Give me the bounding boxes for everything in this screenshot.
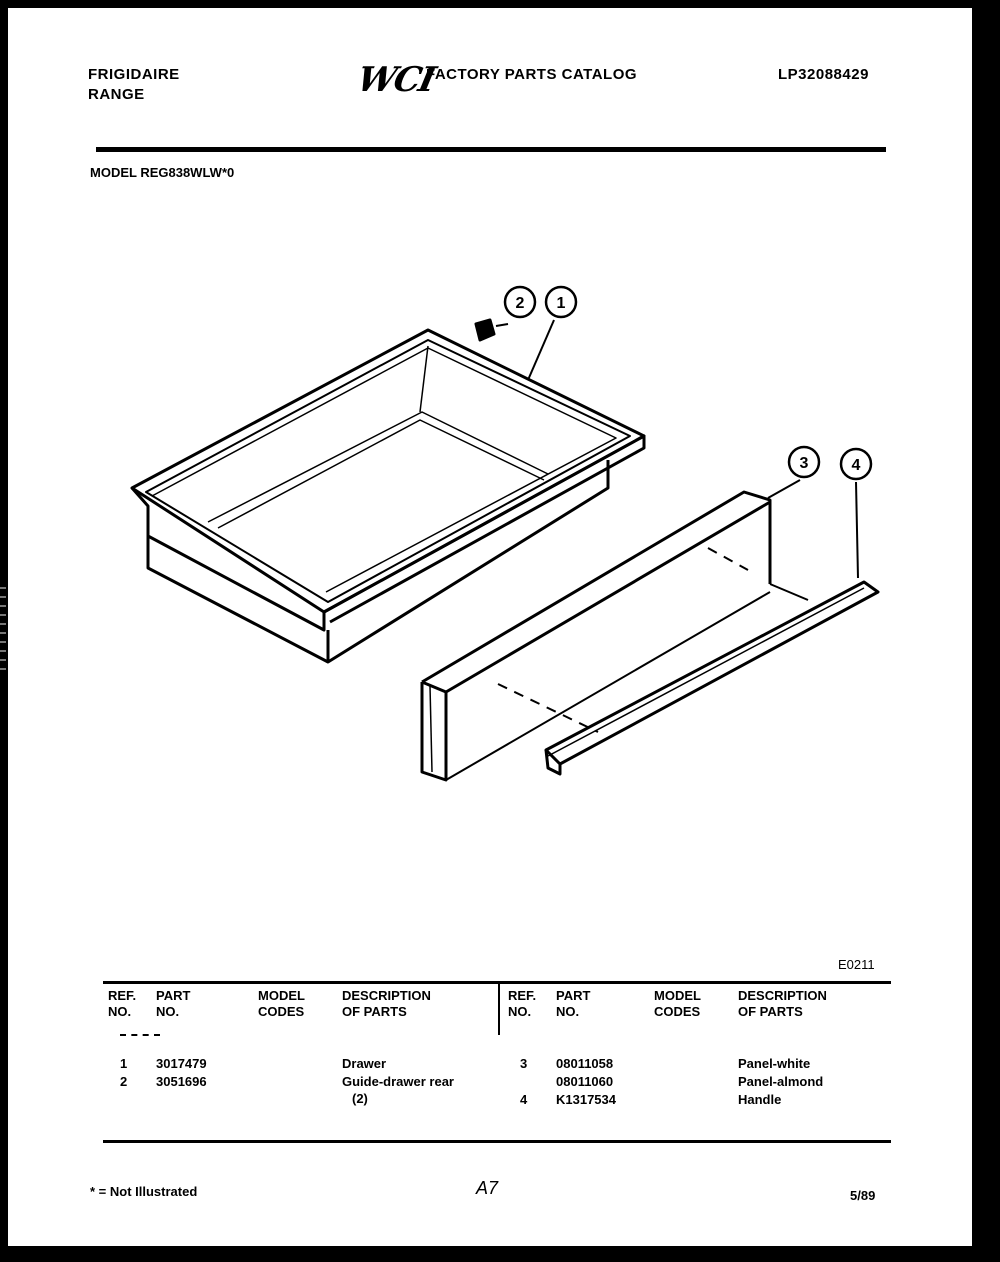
table-row-desc: (2) [352,1091,368,1106]
callout-4: 4 [851,457,861,474]
header-model-codes-r2: CODES [654,1004,701,1019]
table-row-desc: Panel-almond [738,1074,824,1089]
exploded-parts-diagram [8,8,972,968]
catalog-number: LP32088429 [778,66,869,83]
callout-1: 1 [556,295,566,312]
table-top-rule [103,981,891,984]
callout-3: 3 [799,455,809,472]
header-dash [120,1034,160,1038]
table-row-part: 08011058 [556,1056,614,1071]
catalog-title: FACTORY PARTS CATALOG [426,66,638,83]
table-column-divider [498,983,500,1035]
drawer-part-1 [132,330,644,662]
table-row-desc: Handle [738,1092,782,1107]
table-row-part: 3017479 [156,1056,207,1071]
header-part-no-r2: NO. [556,1004,580,1019]
page-number: A7 [476,1178,499,1198]
table-row-desc: Drawer [342,1056,387,1071]
table-row-part: 08011060 [556,1074,614,1089]
table-row-ref: 4 [520,1092,528,1107]
table-row-desc: Panel-white [738,1056,811,1071]
header-description-r2: OF PARTS [738,1004,803,1019]
not-illustrated-legend: * = Not Illustrated [90,1184,198,1199]
header-part-no-l2: NO. [156,1004,180,1019]
figure-code: E0211 [838,957,875,972]
header-part-no-l1: PART [156,988,191,1003]
header-ref-no-l1: REF. [108,988,137,1003]
brand-name: FRIGIDAIRE [88,66,180,83]
header-ref-no-l2: NO. [108,1004,132,1019]
header-model-codes-l2: CODES [258,1004,305,1019]
header-part-no-r1: PART [556,988,591,1003]
table-bottom-rule [103,1140,891,1143]
catalog-page [8,8,972,1246]
product-type: RANGE [88,86,145,103]
table-row-ref: 2 [120,1074,128,1089]
table-row-ref: 1 [120,1056,128,1071]
table-row-ref: 3 [520,1056,528,1071]
header-description-r1: DESCRIPTION [738,988,827,1003]
drawer-panel-part-3 [422,492,808,780]
header-model-codes-l1: MODEL [258,988,305,1003]
table-row-part: 3051696 [156,1074,207,1089]
header-description-l2: OF PARTS [342,1004,407,1019]
header-ref-no-r1: REF. [508,988,537,1003]
header-ref-no-r2: NO. [508,1004,532,1019]
header-description-l1: DESCRIPTION [342,988,431,1003]
table-row-desc: Guide-drawer rear [342,1074,454,1089]
table-row-part: K1317534 [556,1092,616,1107]
model-number: MODEL REG838WLW*0 [90,165,235,180]
wci-logo: WCI [353,60,438,100]
handle-part-4 [546,582,878,774]
drawer-guide-part-2 [476,320,494,340]
catalog-date: 5/89 [850,1188,876,1203]
callout-2: 2 [515,295,525,312]
header-model-codes-r1: MODEL [654,988,701,1003]
scan-edge-marks [0,580,8,830]
